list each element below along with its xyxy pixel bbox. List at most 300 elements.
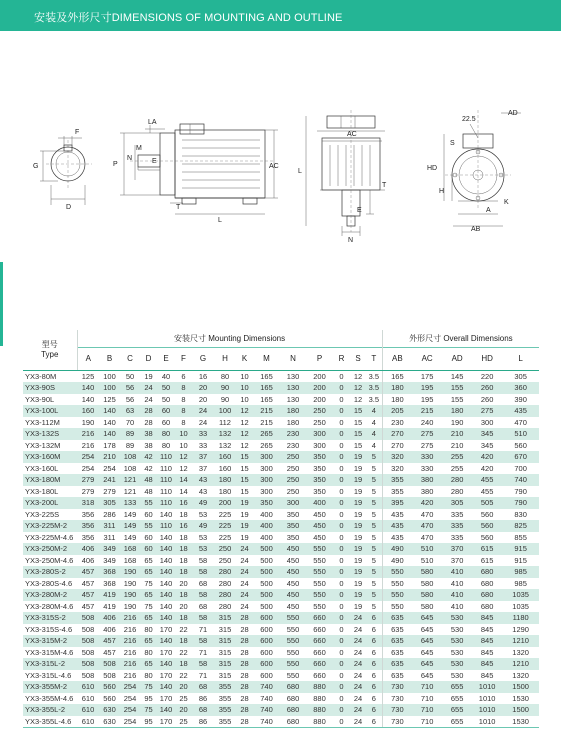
- value-cell: 15: [236, 451, 253, 463]
- value-cell: 19: [350, 543, 366, 555]
- value-cell: 1500: [502, 681, 539, 693]
- label-n-front: N: [348, 237, 354, 244]
- table-row: [23, 555, 539, 567]
- value-cell: 550: [313, 555, 326, 565]
- table-row: [23, 451, 539, 463]
- value-cell: 210: [442, 428, 472, 440]
- table-row: [23, 382, 539, 394]
- value-cell: 349: [103, 555, 116, 565]
- value-cell: 140: [159, 555, 173, 565]
- table-row: [23, 658, 539, 670]
- value-cell: 406: [99, 612, 120, 624]
- value-cell: 5: [366, 566, 382, 578]
- value-cell: 95: [144, 693, 153, 703]
- value-cell: 680: [280, 681, 306, 693]
- value-cell: 435: [391, 509, 404, 519]
- value-cell: 4: [366, 417, 382, 429]
- value-cell: 5: [366, 474, 382, 486]
- value-cell: 660: [313, 624, 326, 634]
- value-cell: 8: [181, 394, 186, 404]
- value-cell: 89: [120, 428, 140, 440]
- value-cell: 5: [366, 555, 382, 567]
- value-cell: 110: [157, 497, 175, 509]
- value-cell: 33: [192, 428, 214, 440]
- value-cell: 190: [450, 417, 464, 427]
- value-cell: 5: [366, 463, 382, 475]
- label-ad: AD: [508, 110, 518, 117]
- table-row: [23, 509, 539, 521]
- value-cell: 0: [333, 451, 350, 463]
- value-cell: 300: [280, 497, 306, 509]
- value-cell: 230: [286, 440, 300, 450]
- value-cell: 200: [313, 371, 326, 381]
- value-cell: 58: [192, 635, 214, 647]
- value-cell: 305: [99, 497, 120, 509]
- value-cell: 65: [140, 589, 157, 601]
- type-cell: YX3-225M-2: [23, 520, 77, 532]
- value-cell: 4: [366, 440, 382, 452]
- value-cell: 830: [514, 509, 527, 519]
- value-cell: 89: [125, 440, 135, 450]
- value-cell: 580: [420, 578, 434, 588]
- value-cell: 6: [366, 612, 382, 624]
- value-cell: 740: [253, 681, 280, 693]
- value-cell: 0: [333, 681, 350, 693]
- value-cell: 28: [236, 658, 253, 670]
- value-cell: 0: [333, 566, 350, 578]
- table-row: [23, 405, 539, 417]
- value-cell: 254: [77, 451, 99, 463]
- value-cell: 350: [306, 474, 333, 486]
- value-cell: 12: [353, 394, 363, 404]
- value-cell: 0: [339, 578, 344, 588]
- value-cell: 24: [350, 681, 366, 693]
- value-cell: 580: [412, 566, 442, 578]
- column-header-ab: AB: [382, 347, 412, 370]
- table-row: [23, 704, 539, 716]
- value-cell: 610: [77, 716, 99, 728]
- value-cell: 60: [144, 532, 153, 542]
- value-cell: 215: [412, 405, 442, 417]
- value-cell: 140: [157, 658, 175, 670]
- value-cell: 60: [140, 543, 157, 555]
- value-cell: 985: [502, 566, 539, 578]
- value-cell: 1290: [512, 624, 529, 634]
- value-cell: 140: [99, 405, 120, 417]
- value-cell: 470: [420, 532, 434, 542]
- value-cell: 140: [157, 635, 175, 647]
- value-cell: 216: [120, 612, 140, 624]
- value-cell: 71: [198, 624, 208, 634]
- value-cell: 80: [144, 647, 153, 657]
- type-cell: YX3-132S: [23, 428, 77, 440]
- value-cell: 320: [391, 463, 404, 473]
- value-cell: 280: [218, 601, 232, 611]
- value-cell: 318: [77, 497, 99, 509]
- value-cell: 530: [442, 658, 472, 670]
- value-cell: 455: [472, 474, 502, 486]
- value-cell: 205: [382, 405, 412, 417]
- value-cell: 50: [157, 382, 175, 394]
- value-cell: 510: [502, 428, 539, 440]
- value-cell: 180: [382, 382, 412, 394]
- value-cell: 508: [77, 658, 99, 670]
- column-header-g: G: [192, 347, 214, 370]
- value-cell: 315: [214, 612, 236, 624]
- table-row: [23, 601, 539, 613]
- type-header-cn: 型号: [41, 339, 58, 349]
- value-cell: 450: [286, 578, 300, 588]
- value-cell: 1320: [512, 647, 529, 657]
- value-cell: 710: [412, 716, 442, 728]
- value-cell: 20: [179, 578, 188, 588]
- value-cell: 355: [214, 716, 236, 728]
- value-cell: 740: [260, 693, 273, 703]
- value-cell: 600: [253, 612, 280, 624]
- column-header-f: F: [175, 347, 192, 370]
- value-cell: 125: [103, 394, 116, 404]
- type-cell: YX3-315M-2: [23, 635, 77, 647]
- value-cell: 490: [382, 543, 412, 555]
- value-cell: 38: [140, 428, 157, 440]
- value-cell: 56: [125, 394, 135, 404]
- value-cell: 28: [236, 704, 253, 716]
- value-cell: 470: [514, 417, 527, 427]
- value-cell: 75: [144, 578, 153, 588]
- value-cell: 155: [442, 382, 472, 394]
- value-cell: 180: [280, 405, 306, 417]
- value-cell: 985: [514, 578, 527, 588]
- value-cell: 0: [333, 543, 350, 555]
- value-cell: 355: [391, 486, 404, 496]
- value-cell: 90: [220, 394, 230, 404]
- value-cell: 65: [140, 635, 157, 647]
- type-cell: YX3-315S-2: [23, 612, 77, 624]
- value-cell: 53: [198, 509, 208, 519]
- value-cell: 560: [480, 509, 494, 519]
- value-cell: 680: [286, 693, 300, 703]
- value-cell: 58: [192, 658, 214, 670]
- table-row: [23, 497, 539, 509]
- value-cell: 510: [412, 543, 442, 555]
- value-cell: 80: [157, 428, 175, 440]
- value-cell: 355: [218, 693, 232, 703]
- value-cell: 335: [450, 532, 464, 542]
- value-cell: 508: [103, 670, 116, 680]
- value-cell: 880: [306, 716, 333, 728]
- type-cell: YX3-355L-4.6: [23, 716, 77, 728]
- value-cell: 168: [123, 555, 137, 565]
- value-cell: 610: [77, 704, 99, 716]
- value-cell: 5: [366, 486, 382, 498]
- value-cell: 655: [442, 716, 472, 728]
- value-cell: 530: [450, 670, 464, 680]
- value-cell: 18: [175, 635, 192, 647]
- value-cell: 28: [140, 405, 157, 417]
- value-cell: 1530: [502, 716, 539, 728]
- value-cell: 530: [450, 624, 464, 634]
- value-cell: 305: [514, 371, 527, 381]
- value-cell: 1530: [512, 693, 529, 703]
- value-cell: 845: [480, 670, 494, 680]
- value-cell: 216: [77, 428, 99, 440]
- table-row: [23, 578, 539, 590]
- value-cell: 335: [442, 520, 472, 532]
- value-cell: 6: [366, 704, 382, 716]
- value-cell: 550: [391, 578, 404, 588]
- value-cell: 311: [99, 520, 120, 532]
- value-cell: 550: [280, 612, 306, 624]
- column-header-e: E: [157, 347, 175, 370]
- value-cell: 450: [306, 520, 333, 532]
- value-cell: 12: [236, 428, 253, 440]
- page-title: 安装及外形尺寸DIMENSIONS OF MOUNTING AND OUTLINE: [34, 12, 343, 24]
- value-cell: 600: [260, 647, 273, 657]
- value-cell: 24: [353, 693, 363, 703]
- value-cell: 550: [286, 670, 300, 680]
- value-cell: 790: [514, 486, 527, 496]
- value-cell: 250: [313, 417, 326, 427]
- value-cell: 50: [125, 371, 135, 381]
- value-cell: 8: [175, 382, 192, 394]
- value-cell: 12: [179, 463, 188, 473]
- value-cell: 22: [179, 670, 188, 680]
- value-cell: 550: [286, 647, 300, 657]
- value-cell: 50: [161, 394, 171, 404]
- value-cell: 610: [77, 681, 99, 693]
- value-cell: 635: [391, 647, 404, 657]
- value-cell: 68: [198, 578, 208, 588]
- value-cell: 20: [175, 704, 192, 716]
- value-cell: 645: [412, 635, 442, 647]
- value-cell: 280: [442, 474, 472, 486]
- type-cell: YX3-280M-4.6: [25, 601, 74, 611]
- value-cell: 530: [450, 647, 464, 657]
- table-row: [23, 440, 539, 452]
- value-cell: 19: [353, 532, 363, 542]
- value-cell: 315: [214, 658, 236, 670]
- value-cell: 680: [280, 716, 306, 728]
- value-cell: 160: [77, 405, 99, 417]
- value-cell: 68: [192, 681, 214, 693]
- dimensions-table-container: [23, 330, 538, 728]
- type-cell: YX3-180M: [23, 474, 77, 486]
- column-header-s: S: [350, 347, 366, 370]
- value-cell: 216: [120, 635, 140, 647]
- table-row: [23, 681, 539, 693]
- value-cell: 140: [159, 601, 173, 611]
- label-g: G: [33, 163, 39, 170]
- value-cell: 155: [450, 394, 464, 404]
- table-row: [23, 543, 539, 555]
- value-cell: 24: [350, 704, 366, 716]
- value-cell: 710: [412, 681, 442, 693]
- value-cell: 24: [353, 670, 363, 680]
- value-cell: 560: [514, 440, 527, 450]
- value-cell: 130: [286, 394, 300, 404]
- value-cell: 355: [214, 681, 236, 693]
- value-cell: 18: [179, 532, 188, 542]
- value-cell: 255: [450, 463, 464, 473]
- table-row: [23, 370, 539, 382]
- value-cell: 37: [198, 463, 208, 473]
- value-cell: 24: [350, 635, 366, 647]
- value-cell: 140: [159, 578, 173, 588]
- value-cell: 95: [140, 716, 157, 728]
- value-cell: 53: [198, 532, 208, 542]
- value-cell: 33: [198, 440, 208, 450]
- value-cell: 80: [144, 670, 153, 680]
- value-cell: 160: [218, 463, 232, 473]
- value-cell: 15: [240, 486, 249, 496]
- value-cell: 24: [192, 405, 214, 417]
- value-cell: 406: [81, 555, 95, 565]
- value-cell: 645: [412, 658, 442, 670]
- mounting-dimensions-header: 安装尺寸 Mounting Dimensions: [77, 330, 382, 347]
- value-cell: 457: [81, 601, 95, 611]
- value-cell: 19: [353, 509, 363, 519]
- value-cell: 86: [198, 693, 208, 703]
- value-cell: 311: [103, 532, 116, 542]
- value-cell: 660: [313, 670, 326, 680]
- value-cell: 419: [103, 601, 116, 611]
- value-cell: 0: [339, 440, 344, 450]
- value-cell: 19: [236, 497, 253, 509]
- value-cell: 740: [502, 474, 539, 486]
- value-cell: 508: [77, 635, 99, 647]
- value-cell: 195: [420, 394, 434, 404]
- table-row: [23, 566, 539, 578]
- value-cell: 60: [157, 405, 175, 417]
- value-cell: 6: [366, 647, 382, 659]
- value-cell: 216: [120, 658, 140, 670]
- value-cell: 0: [339, 509, 344, 519]
- value-cell: 100: [214, 405, 236, 417]
- value-cell: 65: [140, 658, 157, 670]
- value-cell: 550: [286, 624, 300, 634]
- value-cell: 68: [198, 601, 208, 611]
- value-cell: 600: [253, 635, 280, 647]
- value-cell: 1035: [512, 601, 529, 611]
- type-cell: YX3-315L-2: [23, 658, 77, 670]
- value-cell: 230: [391, 417, 404, 427]
- value-cell: 390: [514, 394, 527, 404]
- label-m: M: [136, 145, 142, 152]
- value-cell: 635: [382, 635, 412, 647]
- value-cell: 0: [339, 463, 344, 473]
- table-row: [23, 394, 539, 406]
- value-cell: 250: [286, 463, 300, 473]
- value-cell: 28: [240, 693, 249, 703]
- value-cell: 168: [120, 543, 140, 555]
- value-cell: 400: [306, 497, 333, 509]
- value-cell: 655: [442, 681, 472, 693]
- value-cell: 5: [366, 578, 382, 590]
- value-cell: 58: [192, 566, 214, 578]
- type-cell: YX3-280M-2: [23, 589, 77, 601]
- value-cell: 400: [260, 509, 273, 519]
- label-f: F: [75, 129, 80, 136]
- value-cell: 550: [306, 589, 333, 601]
- value-cell: 280: [450, 486, 464, 496]
- value-cell: 508: [81, 624, 95, 634]
- value-cell: 70: [125, 417, 135, 427]
- value-cell: 420: [472, 451, 502, 463]
- value-cell: 24: [240, 578, 249, 588]
- value-cell: 730: [382, 704, 412, 716]
- value-cell: 560: [103, 693, 116, 703]
- value-cell: 18: [175, 566, 192, 578]
- value-cell: 24: [240, 601, 249, 611]
- value-cell: 5: [366, 520, 382, 532]
- value-cell: 216: [123, 624, 137, 634]
- label-t: T: [176, 204, 181, 211]
- value-cell: 18: [175, 658, 192, 670]
- value-cell: 560: [99, 681, 120, 693]
- label-angle: 22.5: [462, 116, 476, 123]
- value-cell: 320: [382, 451, 412, 463]
- type-cell: YX3-355L-2: [23, 704, 77, 716]
- value-cell: 368: [103, 578, 116, 588]
- value-cell: 550: [280, 658, 306, 670]
- value-cell: 10: [240, 394, 249, 404]
- value-cell: 165: [260, 371, 273, 381]
- table-row: [23, 532, 539, 544]
- value-cell: 19: [353, 486, 363, 496]
- value-cell: 0: [333, 589, 350, 601]
- value-cell: 19: [350, 497, 366, 509]
- value-cell: 635: [382, 612, 412, 624]
- value-cell: 0: [339, 486, 344, 496]
- value-cell: 254: [120, 704, 140, 716]
- value-cell: 220: [480, 371, 494, 381]
- table-row: [23, 647, 539, 659]
- value-cell: 670: [502, 451, 539, 463]
- column-header-m: M: [253, 347, 280, 370]
- value-cell: 140: [77, 382, 99, 394]
- value-cell: 406: [77, 543, 99, 555]
- value-cell: 5: [366, 543, 382, 555]
- value-cell: 24: [236, 543, 253, 555]
- value-cell: 1035: [502, 589, 539, 601]
- value-cell: 0: [333, 635, 350, 647]
- value-cell: 0: [339, 670, 344, 680]
- value-cell: 305: [442, 497, 472, 509]
- value-cell: 550: [306, 543, 333, 555]
- value-cell: 140: [157, 566, 175, 578]
- value-cell: 175: [420, 371, 434, 381]
- value-cell: 315: [218, 624, 232, 634]
- table-row: [23, 520, 539, 532]
- value-cell: 508: [81, 647, 95, 657]
- value-cell: 845: [472, 612, 502, 624]
- value-cell: 730: [391, 693, 404, 703]
- value-cell: 24: [198, 417, 208, 427]
- value-cell: 740: [253, 704, 280, 716]
- value-cell: 356: [81, 532, 95, 542]
- value-cell: 18: [179, 555, 188, 565]
- value-cell: 255: [442, 451, 472, 463]
- value-cell: 16: [175, 497, 192, 509]
- value-cell: 0: [339, 555, 344, 565]
- value-cell: 110: [157, 451, 175, 463]
- value-cell: 457: [99, 635, 120, 647]
- value-cell: 360: [502, 382, 539, 394]
- value-cell: 170: [157, 716, 175, 728]
- column-header-a: A: [77, 347, 99, 370]
- value-cell: 12: [353, 371, 363, 381]
- value-cell: 19: [350, 566, 366, 578]
